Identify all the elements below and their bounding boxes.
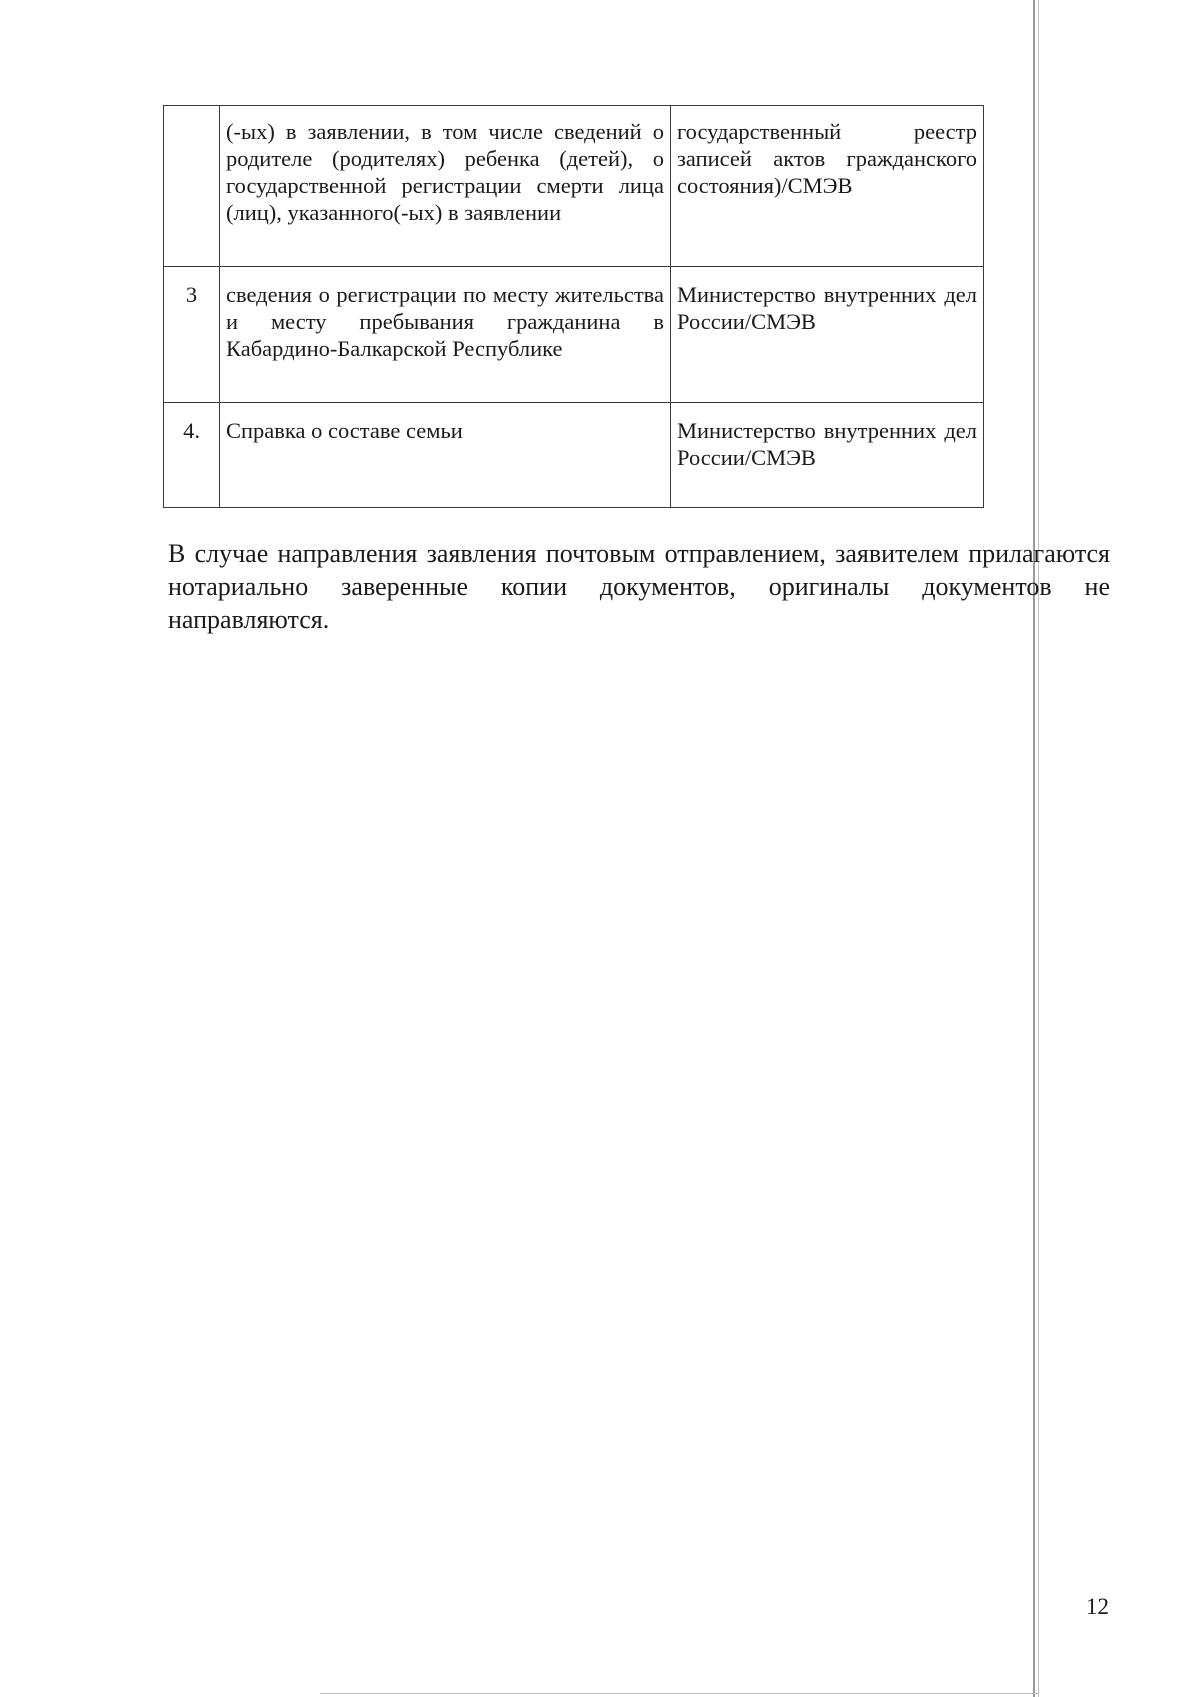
scan-edge-line [1033, 0, 1035, 1697]
page-number: 12 [1086, 1594, 1109, 1619]
table-row [164, 106, 984, 267]
row-description: сведения о регистрации по месту жительства и месту пребывания гражданина в Кабардино-Балкарской Республике [220, 267, 671, 403]
postal-submission-paragraph: В случае направления заявления почтовым отправлением, заявителем прилагаются нотариально заверенные копии документов, оригиналы документов не направляются. [168, 539, 1110, 634]
table-row [164, 403, 984, 508]
row-source: государственный реестр записей актов гражданского состояния)/СМЭВ [671, 106, 984, 267]
table-row [164, 267, 984, 403]
row-number: 3 [164, 267, 220, 403]
row-description: (-ых) в заявлении, в том числе сведений о родителе (родителях) ребенка (детей), о государственной регистрации смерти лица (лиц), указанного(-ых) в заявлении [220, 106, 671, 267]
scan-edge-line-secondary [1038, 0, 1039, 1697]
row-number: 4. [164, 403, 220, 508]
row-source: Министерство внутренних дел России/СМЭВ [671, 403, 984, 508]
scan-bottom-line [320, 1693, 1038, 1694]
row-number [164, 106, 220, 267]
documents-table [163, 105, 984, 508]
row-description: Справка о составе семьи [220, 403, 671, 508]
row-source: Министерство внутренних дел России/СМЭВ [671, 267, 984, 403]
